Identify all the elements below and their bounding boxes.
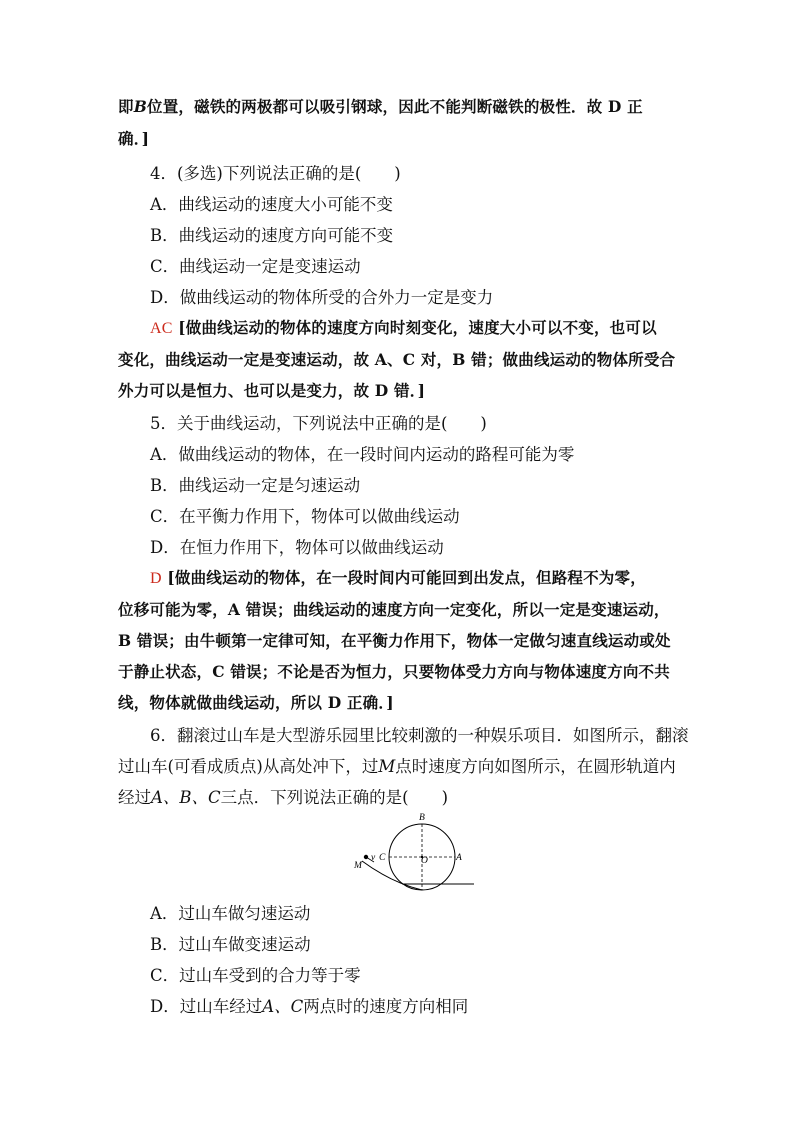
label-a: A [456,853,462,863]
q5-solution-line-5: 线，物体就做曲线运动，所以 D 正确．] [118,693,394,712]
q6-option-b: B．过山车做变速运动 [150,935,311,954]
q6-option-a: A．过山车做匀速运动 [150,904,311,923]
q5-answer: D [150,570,162,587]
label-v: v [371,853,376,863]
q5-option-a: A．做曲线运动的物体，在一段时间内运动的路程可能为零 [150,445,575,464]
q5-solution-line-3: B 错误；由牛顿第一定律可知，在平衡力作用下，物体一定做匀速直线运动或处 [118,631,671,650]
q4-option-a: A．曲线运动的速度大小可能不变 [150,195,393,214]
entry-track [362,861,422,890]
roller-coaster-figure [352,812,482,892]
q5-solution-line-4: 于静止状态，C 错误；不论是否为恒力，只要物体受力方向与物体速度方向不共 [118,662,670,681]
q4-solution-line-1: AC [做曲线运动的物体的速度方向时刻变化，速度大小可以不变，也可以 [150,318,657,337]
q4-stem: 4．(多选)下列说法正确的是( ) [150,164,401,183]
q4-option-d: D．做曲线运动的物体所受的合外力一定是变力 [150,288,494,307]
q6-option-c: C．过山车受到的合力等于零 [150,966,361,985]
q6-stem-line-1: 6．翻滚过山车是大型游乐园里比较刺激的一种娱乐项目．如图所示，翻滚 [150,726,689,745]
q5-stem: 5．关于曲线运动，下列说法中正确的是( ) [150,414,487,433]
label-c: C [379,853,386,863]
q6-stem-line-2: 过山车(可看成质点)从高处冲下，过M点时速度方向如图所示，在圆形轨道内 [118,757,676,776]
q4-solution-line-3: 外力可以是恒力、也可以是变力，故 D 错．] [118,381,426,400]
prev-solution-line-1: 即B位置，磁铁的两极都可以吸引钢球，因此不能判断磁铁的极性．故 D 正 [118,97,643,116]
q4-option-b: B．曲线运动的速度方向可能不变 [150,226,394,245]
label-m: M [354,861,362,871]
q4-solution-line-2: 变化，曲线运动一定是变速运动，故 A、C 对，B 错；做曲线运动的物体所受合 [118,350,676,369]
q5-solution-line-1: D [做曲线运动的物体，在一段时间内可能回到出发点，但路程不为零， [150,568,646,587]
label-b: B [419,813,425,823]
q5-option-c: C．在平衡力作用下，物体可以做曲线运动 [150,507,460,526]
q5-option-b: B．曲线运动一定是匀速运动 [150,476,361,495]
label-o: O [421,856,428,866]
q4-option-c: C．曲线运动一定是变速运动 [150,257,361,276]
q6-option-d: D．过山车经过A、C两点时的速度方向相同 [150,997,469,1016]
q5-solution-line-2: 位移可能为零，A 错误；曲线运动的速度方向一定变化，所以一定是变速运动， [118,600,670,619]
q6-stem-line-3: 经过A、B、C三点．下列说法正确的是( ) [118,788,449,807]
q4-answer: AC [150,320,173,337]
prev-solution-line-2: 确．] [118,129,150,148]
q5-option-d: D．在恒力作用下，物体可以做曲线运动 [150,538,444,557]
